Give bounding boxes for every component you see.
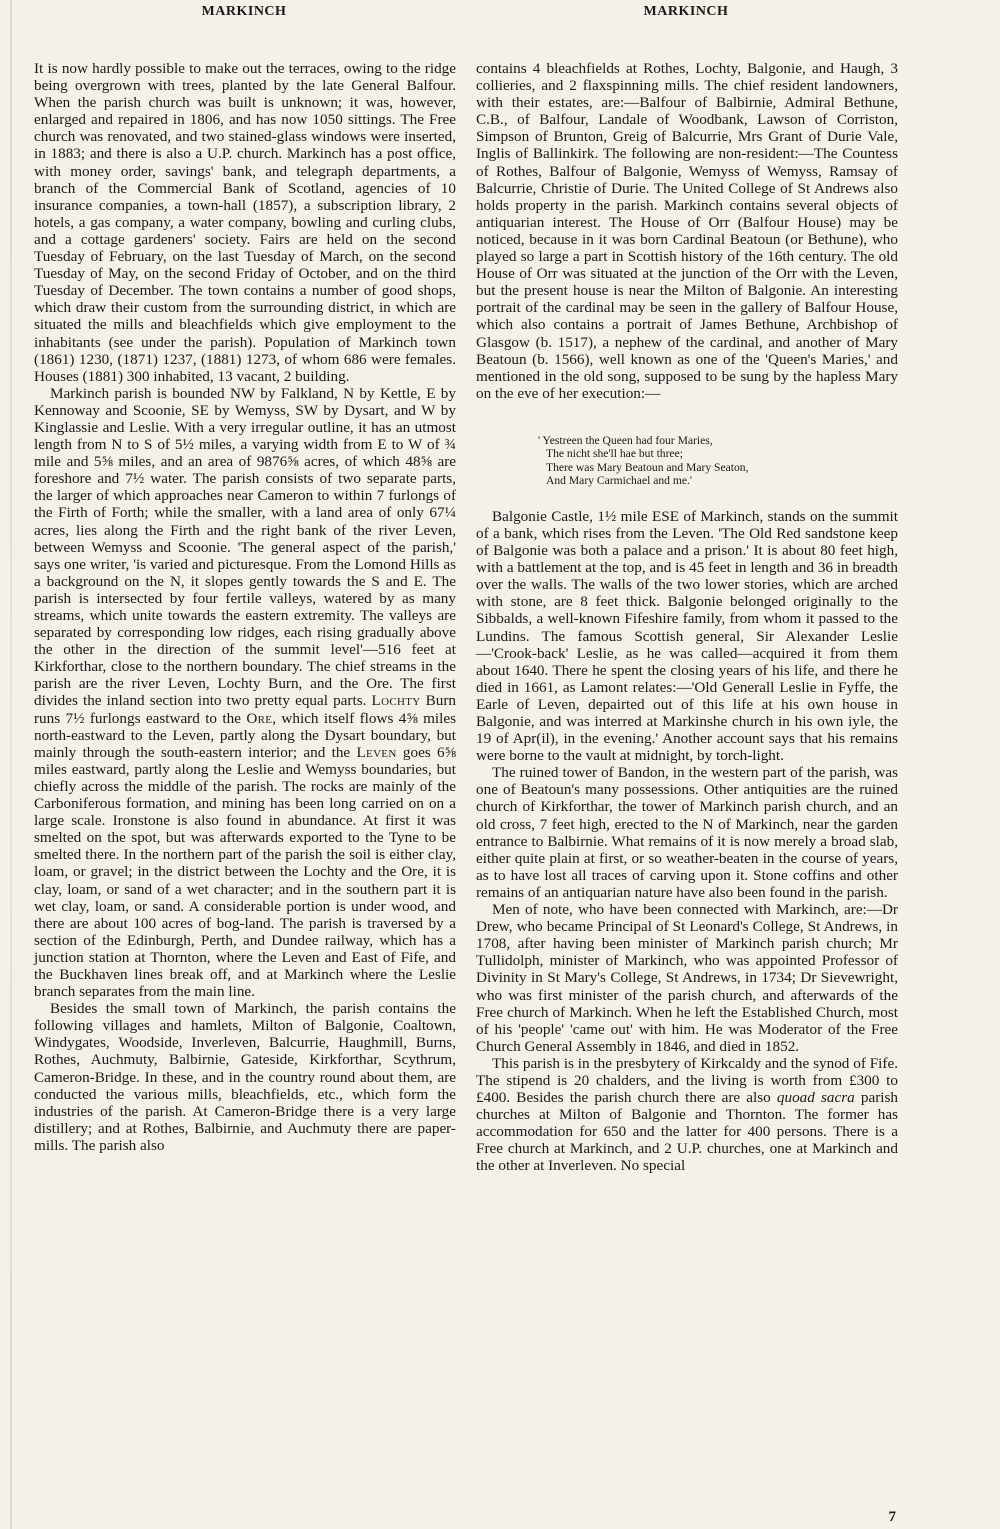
running-header [34, 4, 896, 30]
text-run: This parish is in the presbytery of Kirkcaldy and the synod of Fife. The stipend is 20 chalders, and the living is worth from £300 to £400. Besides the parish church there are also [476, 1054, 898, 1107]
verse-line: The nicht she'll hae but three; [546, 447, 683, 461]
verse-line: And Mary Carmichael and me.' [546, 474, 692, 488]
verse-line: ' Yestreen the Queen had four Maries, [538, 433, 713, 447]
text-run: , which itself flows 4⅝ miles north-eastward to the Leven, partly along the Dysart boundary, but mainly through the south-eastern interior; and the [34, 709, 457, 761]
paragraph: It is now hardly possible to make out the terraces, owing to the ridge being overgrown with trees, planted by the late General Balfour. When the parish church was built is unknown; it was, however, enlarged and repaired in 1806, and has now 1050 sittings. The Free church was renovated, and two stained-glass windows were inserted, in 1883; and there is also a U.P. church. Markinch has a post office, with money order, savings' bank, and telegraph departments, a branch of the Commercial Bank of Scotland, agencies of 10 insurance companies, a town-hall (1857), a subscription library, 2 hotels, a gas company, a water company, bowling and curling clubs, and a cottage gardeners' society. Fairs are held on the second Tuesday of February, on the last Tuesday of March, on the second Tuesday of May, on the second Friday of October, and on the third Tuesday of December. The town contains a number of good shops, which draw their custom from the surrounding district, in which are situated the mills and bleachfields which give employment to the inhabitants (see under the parish). Population of Markinch town (1861) 1230, (1871) 1237, (1881) 1273, of whom 686 were females. Houses (1881) 300 inhabited, 13 vacant, 2 building. [34, 60, 456, 385]
page-edge-shadow [10, 0, 12, 1529]
right-column [476, 60, 898, 1175]
paragraph [34, 385, 456, 1000]
paragraph: contains 4 bleachfields at Rothes, Lochty, Balgonie, and Haugh, 3 collieries, and 2 flaxspinning mills. The chief resident landowners, with their estates, are:—Balfour of Balbirnie, Admiral Bethune, C.B., of Balfour, Landale of Woodbank, Lawson of Corriston, Simpson of Brunton, Greig of Balcurrie, Mrs Grant of Durie Vale, Inglis of Ballinkirk. The following are non-resident:—The Countess of Rothes, Balfour of Balgonie, Wemyss of Wemyss, Ramsay of Balcurrie, Christie of Durie. The United College of St Andrews also holds property in the parish. Markinch contains several objects of antiquarian interest. The House of Orr (Balfour House) may be noticed, because in it was born Cardinal Beatoun (or Bethune), who played so large a part in Scottish history of the 16th century. The old House of Orr was situated at the junction of the Orr with the Leven, but the present house is near the Milton of Balgonie. An interesting portrait of the cardinal may be seen in the gallery of Balfour House, which also contains a portrait of James Bethune, Archbishop of Glasgow (b. 1517), a nephew of the cardinal, and another of Mary Beatoun (b. 1566), well known as one of the 'Queen's Maries,' and mentioned in the old song, supposed to be sung by the hapless Mary on the eve of her execution:— [476, 60, 898, 402]
text-run: goes 6⅝ miles eastward, partly along the Leslie and Wemyss boundaries, but chiefly across the middle of the parish. The rocks are mainly of the Carboniferous formation, and mining has been long carried on on a large scale. Ironstone is also found in abundance. At first it was smelted on the spot, but was afterwards exported to the Tyne to be smelted there. In the northern part of the parish the soil is either clay, loam, or gravel; in the district between the Lochty and the Ore, it is clay, loam, or sand of a wet character; and in the southern part it is wet clay, loam, or sand. A considerable portion is under wood, and there are about 100 acres of bog-land. The parish is traversed by a section of the Edinburgh, Perth, and Dundee railway, which has a junction station at Thornton, where the Leven and East of Fife, and the Buckhaven lines break off, and at Markinch where the Leslie branch separates from the main line. [34, 743, 457, 1001]
verse-line: There was Mary Beatoun and Mary Seaton, [546, 460, 749, 474]
small-caps-term: Leven [356, 743, 397, 761]
italic-term: quoad sacra [776, 1089, 855, 1107]
paragraph: Men of note, who have been connected with Markinch, are:—Dr Drew, who became Principal of St Leonard's College, St Andrews, in 1708, after having been minister of Markinch parish church; Mr Tullidolph, minister of Markinch, who was appointed Professor of Divinity in St Mary's College, St Andrews, in 1734; Dr Sievewright, who was first minister of the parish church, and afterwards of the Free church of Markinch. When he left the Established Church, most of his 'people' 'came out' with him. He was Moderator of the Free Church General Assembly in 1846, and died in 1852. [476, 901, 898, 1055]
small-caps-term: Lochty [371, 692, 421, 710]
text-run: parish churches at Milton of Balgonie and Thornton. The former has accommodation for 650 and the latter for 400 persons. There is a Free church at Markinch, and 2 U.P. churches, one at Markinch and the other at Inverleven. No special [476, 1089, 899, 1175]
verse-quote [538, 434, 898, 488]
text-run: Burn runs 7½ furlongs eastward to the [34, 692, 456, 727]
paragraph: The ruined tower of Bandon, in the western part of the parish, was one of Beatoun's many possessions. Other antiquities are the ruined church of Kirkforthar, the tower of Markinch parish church, and an old cross, 7 feet high, erected to the N of Markinch, near the garden entrance to Balbirnie. What remains of it is now merely a broad slab, either quite plain at first, or so weather-beaten in the course of years, as to have lost all traces of carving upon it. Stone coffins and other remains of an antiquarian nature have also been found in the parish. [476, 764, 898, 901]
page [34, 4, 899, 1525]
left-column [34, 60, 456, 1154]
paragraph [476, 1055, 898, 1175]
small-caps-term: Ore [246, 709, 273, 727]
paragraph: Besides the small town of Markinch, the parish contains the following villages and hamlets, Milton of Balgonie, Coaltown, Windygates, Woodside, Inverleven, Balcurrie, Haughmill, Burns, Rothes, Auchmuty, Balbirnie, Gateside, Kirkforthar, Scythrum, Cameron-Bridge. In these, and in the country round about them, are conducted the various mills, bleachfields, etc., which form the industries of the parish. At Cameron-Bridge there is a very large distillery; and at Rothes, Balbirnie, and Auchmuty there are paper-mills. The parish also [34, 1000, 456, 1154]
paragraph: Balgonie Castle, 1½ mile ESE of Markinch, stands on the summit of a bank, which rises from the Leven. 'The Old Red sandstone keep of Balgonie was both a palace and a prison.' It is about 80 feet high, with a battlement at the top, and is 45 feet in length and 36 in breadth over the walls. The walls of the two lower stories, which are arched with stone, are 8 feet thick. Balgonie belonged originally to the Sibbalds, a well-known Fifeshire family, from whom it passed to the Lundins. The famous Scottish general, Sir Alexander Leslie—'Crook-back' Leslie, as he was called—acquired it from them about 1640. There he spent the closing years of his life, and there he died in 1661, as Lamont relates:—'Old Generall Leslie in Fyffe, the Earle of Leven, depairted out of this life at his own house in Balgonie, and was interred at Markinshe church in his own iyle, the 19 of Apr(il), in the evening.' Another account says that his remains were borne to the vault at midnight, by torch-light. [476, 507, 898, 765]
text-run: Markinch parish is bounded NW by Falkland, N by Kettle, E by Kennoway and Scoonie, SE by Wemyss, SW by Dysart, and W by Kinglassie and Leslie. With a very irregular outline, it has an utmost length from N to S of 5½ miles, a varying width from E to W of ¾ mile and 5⅝ miles, and an area of 9876⅝ acres, of which 48⅝ are foreshore and 7½ water. The parish consists of two separate parts, the larger of which approaches near Cameron to within 7 furlongs of the Firth of Forth; while the smaller, with a land area of only 67¼ acres, lies along the Firth and the right bank of the river Leven, between Wemyss and Scoonie. 'The general aspect of the parish,' says one writer, 'is varied and picturesque. From the Lomond Hills as a background on the N, it slopes gently towards the S and E. The parish is intersected by four fertile valleys, watered by as many streams, which unite towards the eastern extremity. The valleys are separated by corresponding low ridges, each rising gradually above the other in the direction of the summit level'—516 feet at Kirkforthar, close to the northern boundary. The chief streams in the parish are the river Leven, Lochty Burn, and the Ore. The first divides the inland section into two pretty equal parts. [34, 384, 456, 710]
header-right: MARKINCH [643, 4, 729, 19]
header-left: MARKINCH [201, 4, 287, 19]
page-number: 7 [888, 1509, 896, 1525]
